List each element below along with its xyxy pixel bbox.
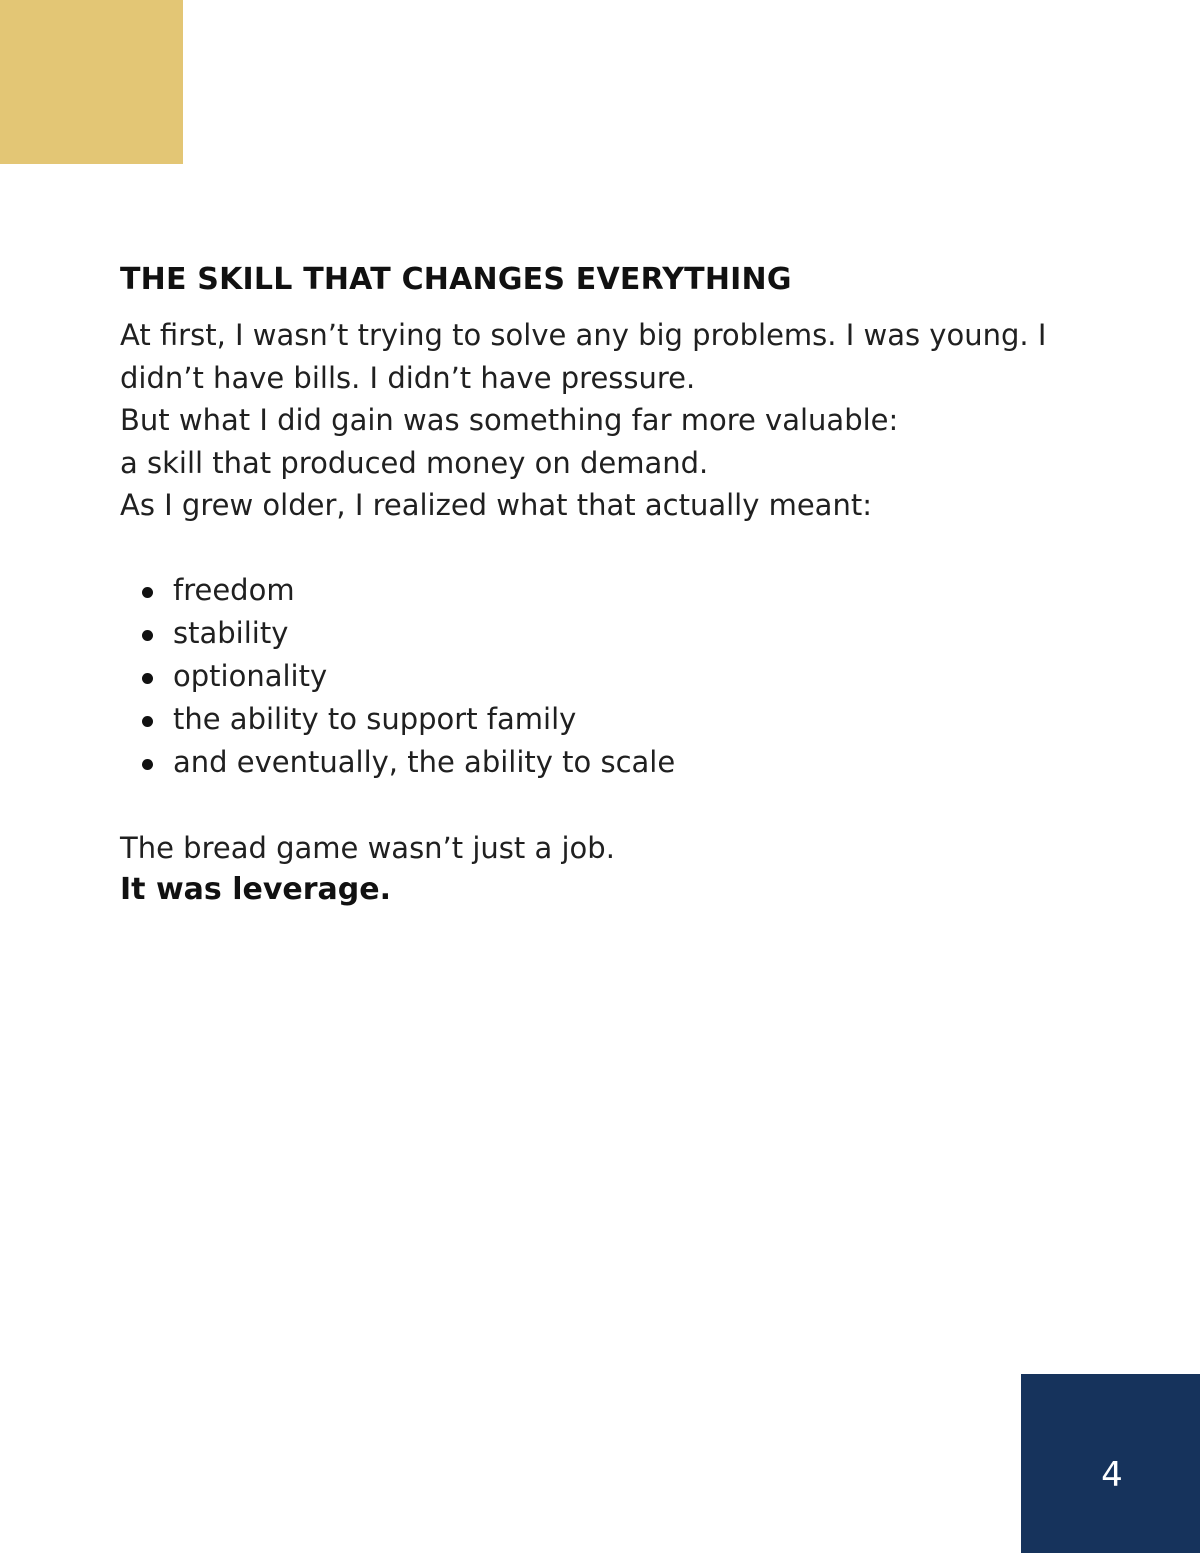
closing-block	[120, 827, 1080, 912]
paragraph-line: But what I did gain was something far more valuable:	[120, 403, 899, 437]
bullet-icon	[142, 587, 153, 598]
closing-emphasis: It was leverage.	[120, 872, 391, 907]
list-item	[120, 741, 1080, 784]
bullet-icon	[142, 630, 153, 641]
paragraph-line: As I grew older, I realized what that actually meant:	[120, 488, 872, 522]
list-item-text: and eventually, the ability to scale	[173, 744, 676, 779]
list-item-text: stability	[173, 615, 289, 650]
bullet-icon	[142, 759, 153, 770]
paragraph-line: a skill that produced money on demand.	[120, 445, 709, 480]
list-item-text: freedom	[173, 572, 295, 607]
paragraph-line: didn’t have bills. I didn’t have pressure.	[120, 360, 696, 395]
bullet-icon	[142, 673, 153, 684]
closing-line: The bread game wasn’t just a job.	[120, 830, 615, 865]
bullet-icon	[142, 716, 153, 727]
list-item	[120, 569, 1080, 612]
intro-paragraph	[120, 314, 1080, 527]
page-number: 4	[1101, 1455, 1123, 1495]
list-item	[120, 655, 1080, 698]
benefits-list	[120, 569, 1080, 784]
list-item	[120, 698, 1080, 741]
decorative-gold-block	[0, 0, 183, 164]
main-content	[120, 258, 1080, 911]
page-number-box	[1021, 1374, 1200, 1553]
section-heading: THE SKILL THAT CHANGES EVERYTHING	[120, 262, 792, 297]
list-item-text: optionality	[173, 658, 328, 693]
paragraph-line: At first, I wasn’t trying to solve any big problems. I was young. I	[120, 318, 1047, 352]
list-item-text: the ability to support family	[173, 701, 577, 736]
list-item	[120, 612, 1080, 655]
